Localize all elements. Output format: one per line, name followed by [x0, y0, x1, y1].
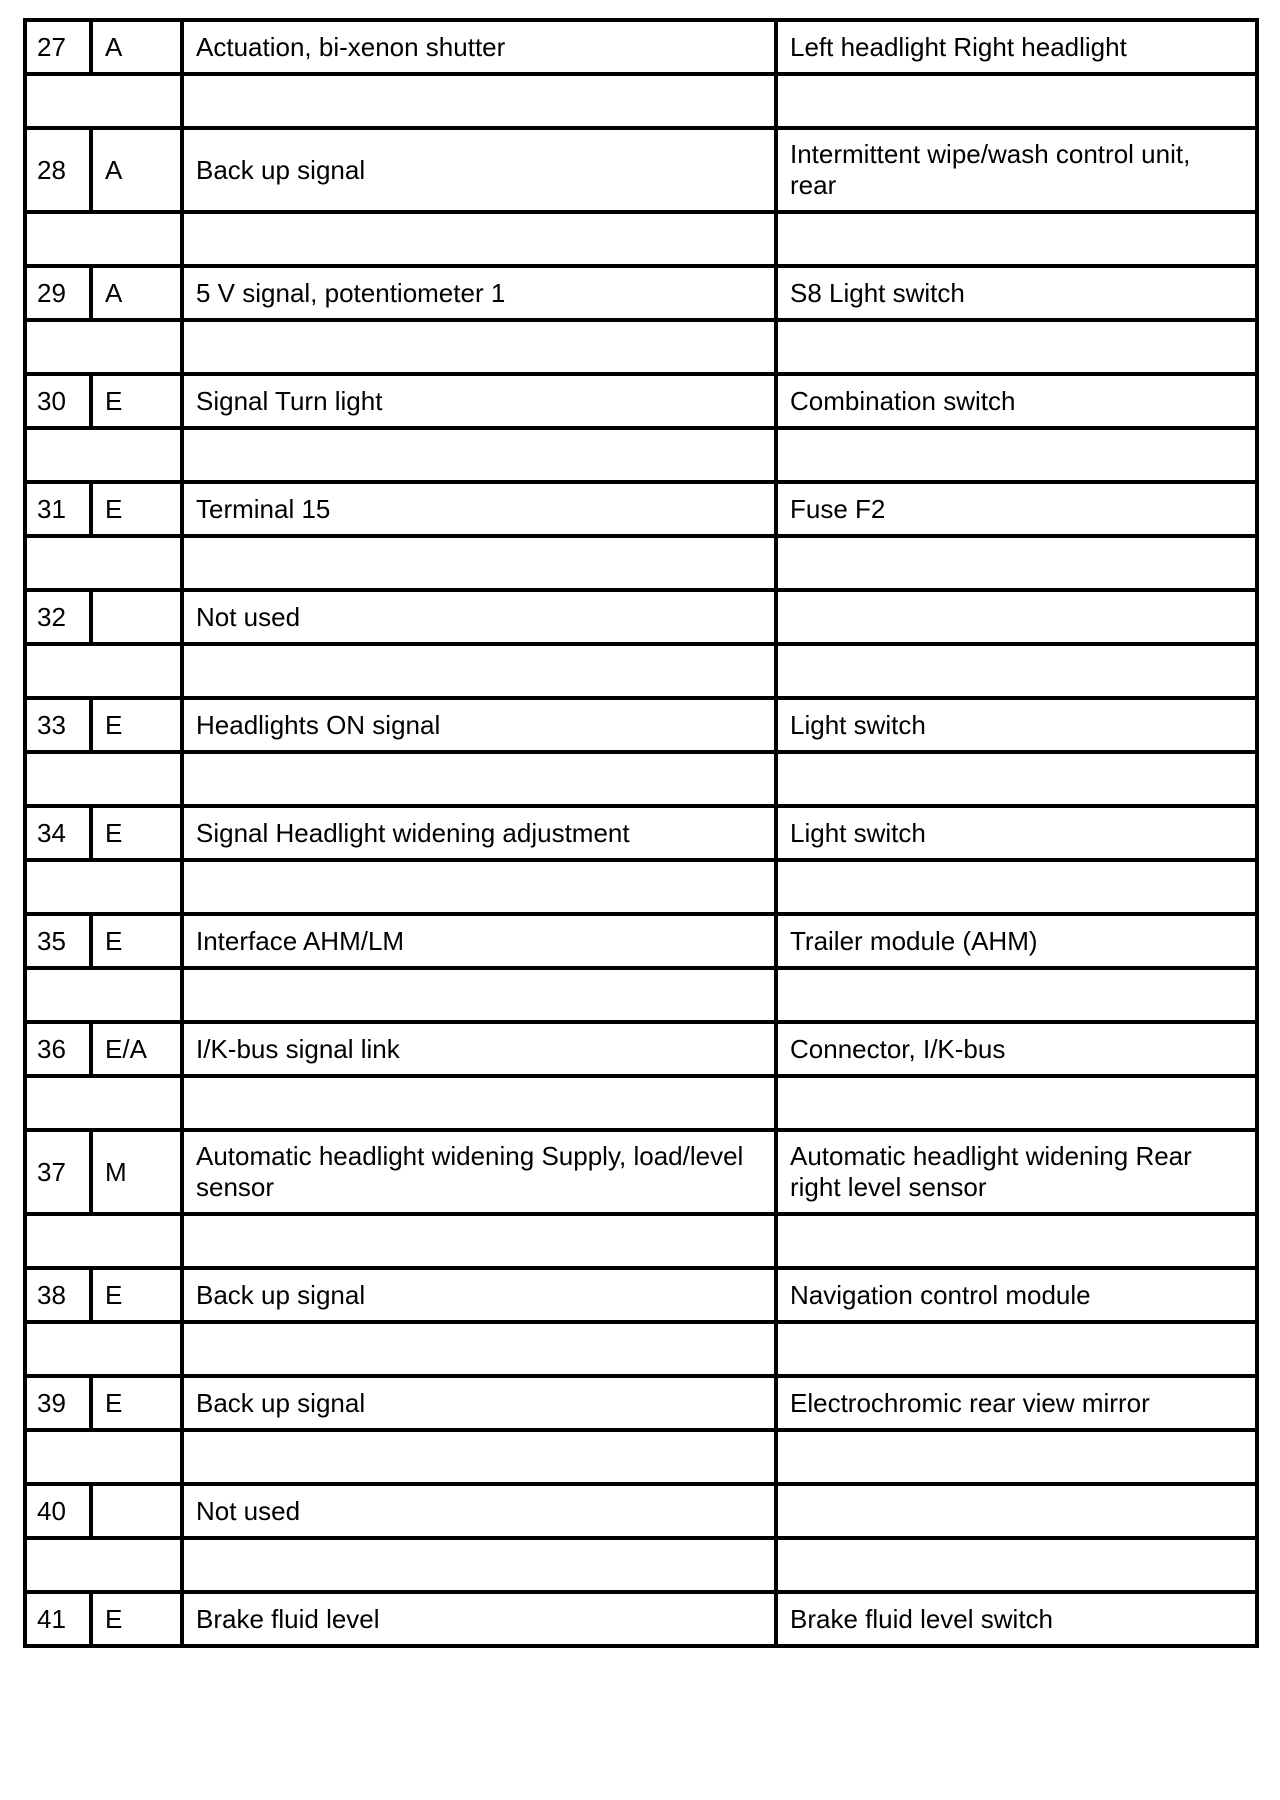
description-cell: Automatic headlight widening Supply, load/level sensor: [182, 1130, 776, 1214]
spacer-cell: [776, 212, 1257, 266]
description-cell: Brake fluid level: [182, 1592, 776, 1646]
pin-number-cell: 39: [25, 1376, 91, 1430]
spacer-cell: [25, 1214, 182, 1268]
connection-cell: Intermittent wipe/wash control unit, rear: [776, 128, 1257, 212]
spacer-row: [25, 1538, 1257, 1592]
signal-type-cell: A: [91, 266, 182, 320]
description-cell: Signal Turn light: [182, 374, 776, 428]
pin-number-cell: 32: [25, 590, 91, 644]
pin-number-cell: 31: [25, 482, 91, 536]
spacer-cell: [182, 1538, 776, 1592]
signal-type-cell: [91, 1484, 182, 1538]
spacer-cell: [182, 536, 776, 590]
table-row: [25, 914, 1257, 968]
pin-number-cell: 36: [25, 1022, 91, 1076]
pin-assignment-table: [23, 18, 1259, 1648]
signal-type-cell: E/A: [91, 1022, 182, 1076]
spacer-row: [25, 644, 1257, 698]
connection-cell: Automatic headlight widening Rear right level sensor: [776, 1130, 1257, 1214]
signal-type-cell: E: [91, 482, 182, 536]
spacer-cell: [182, 1214, 776, 1268]
pin-number-cell: 28: [25, 128, 91, 212]
signal-type-cell: E: [91, 806, 182, 860]
spacer-row: [25, 212, 1257, 266]
spacer-cell: [776, 74, 1257, 128]
signal-type-cell: E: [91, 1592, 182, 1646]
pin-number-cell: 27: [25, 20, 91, 74]
signal-type-cell: A: [91, 20, 182, 74]
table-row: [25, 698, 1257, 752]
spacer-cell: [182, 968, 776, 1022]
table-row: [25, 1268, 1257, 1322]
spacer-cell: [25, 74, 182, 128]
spacer-cell: [25, 428, 182, 482]
spacer-row: [25, 74, 1257, 128]
spacer-cell: [776, 428, 1257, 482]
spacer-cell: [182, 320, 776, 374]
signal-type-cell: E: [91, 1268, 182, 1322]
spacer-cell: [182, 1430, 776, 1484]
spacer-row: [25, 860, 1257, 914]
spacer-cell: [182, 1076, 776, 1130]
spacer-cell: [776, 320, 1257, 374]
connection-cell: Trailer module (AHM): [776, 914, 1257, 968]
signal-type-cell: E: [91, 1376, 182, 1430]
pin-number-cell: 40: [25, 1484, 91, 1538]
spacer-row: [25, 320, 1257, 374]
spacer-cell: [182, 1322, 776, 1376]
signal-type-cell: E: [91, 374, 182, 428]
connection-cell: S8 Light switch: [776, 266, 1257, 320]
connection-cell: Fuse F2: [776, 482, 1257, 536]
connection-cell: Light switch: [776, 698, 1257, 752]
signal-type-cell: A: [91, 128, 182, 212]
spacer-cell: [776, 968, 1257, 1022]
spacer-row: [25, 1214, 1257, 1268]
spacer-cell: [182, 74, 776, 128]
connection-cell: Electrochromic rear view mirror: [776, 1376, 1257, 1430]
spacer-cell: [182, 644, 776, 698]
spacer-cell: [25, 644, 182, 698]
spacer-cell: [182, 212, 776, 266]
description-cell: Terminal 15: [182, 482, 776, 536]
spacer-cell: [776, 1214, 1257, 1268]
signal-type-cell: E: [91, 698, 182, 752]
spacer-cell: [776, 1430, 1257, 1484]
spacer-cell: [25, 1076, 182, 1130]
connection-cell: [776, 590, 1257, 644]
description-cell: Actuation, bi-xenon shutter: [182, 20, 776, 74]
description-cell: 5 V signal, potentiometer 1: [182, 266, 776, 320]
spacer-row: [25, 752, 1257, 806]
spacer-cell: [25, 320, 182, 374]
connection-cell: Left headlight Right headlight: [776, 20, 1257, 74]
spacer-cell: [776, 536, 1257, 590]
spacer-cell: [25, 1538, 182, 1592]
spacer-cell: [182, 428, 776, 482]
description-cell: Not used: [182, 590, 776, 644]
pin-number-cell: 33: [25, 698, 91, 752]
table-row: [25, 20, 1257, 74]
spacer-cell: [25, 752, 182, 806]
spacer-row: [25, 1076, 1257, 1130]
spacer-row: [25, 968, 1257, 1022]
spacer-row: [25, 428, 1257, 482]
description-cell: Back up signal: [182, 1376, 776, 1430]
description-cell: Back up signal: [182, 128, 776, 212]
pin-table-body: [25, 20, 1257, 1646]
signal-type-cell: E: [91, 914, 182, 968]
signal-type-cell: M: [91, 1130, 182, 1214]
pin-number-cell: 41: [25, 1592, 91, 1646]
pin-number-cell: 29: [25, 266, 91, 320]
spacer-cell: [25, 1430, 182, 1484]
description-cell: Back up signal: [182, 1268, 776, 1322]
table-row: [25, 1592, 1257, 1646]
table-row: [25, 1130, 1257, 1214]
description-cell: Headlights ON signal: [182, 698, 776, 752]
spacer-cell: [25, 968, 182, 1022]
pin-number-cell: 38: [25, 1268, 91, 1322]
spacer-cell: [776, 860, 1257, 914]
spacer-row: [25, 1322, 1257, 1376]
spacer-cell: [776, 644, 1257, 698]
spacer-cell: [25, 1322, 182, 1376]
connection-cell: [776, 1484, 1257, 1538]
table-row: [25, 266, 1257, 320]
spacer-cell: [776, 752, 1257, 806]
connection-cell: Connector, I/K-bus: [776, 1022, 1257, 1076]
connection-cell: Navigation control module: [776, 1268, 1257, 1322]
spacer-cell: [776, 1322, 1257, 1376]
table-row: [25, 374, 1257, 428]
table-row: [25, 1022, 1257, 1076]
connection-cell: Light switch: [776, 806, 1257, 860]
spacer-cell: [776, 1538, 1257, 1592]
table-row: [25, 1376, 1257, 1430]
table-row: [25, 590, 1257, 644]
description-cell: Signal Headlight widening adjustment: [182, 806, 776, 860]
pin-number-cell: 34: [25, 806, 91, 860]
table-row: [25, 482, 1257, 536]
table-row: [25, 128, 1257, 212]
description-cell: Not used: [182, 1484, 776, 1538]
spacer-row: [25, 1430, 1257, 1484]
spacer-cell: [25, 212, 182, 266]
spacer-cell: [776, 1076, 1257, 1130]
spacer-cell: [182, 860, 776, 914]
pin-number-cell: 30: [25, 374, 91, 428]
pin-number-cell: 35: [25, 914, 91, 968]
connection-cell: Brake fluid level switch: [776, 1592, 1257, 1646]
spacer-row: [25, 536, 1257, 590]
spacer-cell: [25, 860, 182, 914]
table-row: [25, 1484, 1257, 1538]
description-cell: Interface AHM/LM: [182, 914, 776, 968]
spacer-cell: [182, 752, 776, 806]
description-cell: I/K-bus signal link: [182, 1022, 776, 1076]
table-row: [25, 806, 1257, 860]
pin-assignment-sheet: [23, 18, 1255, 1648]
pin-number-cell: 37: [25, 1130, 91, 1214]
connection-cell: Combination switch: [776, 374, 1257, 428]
signal-type-cell: [91, 590, 182, 644]
spacer-cell: [25, 536, 182, 590]
